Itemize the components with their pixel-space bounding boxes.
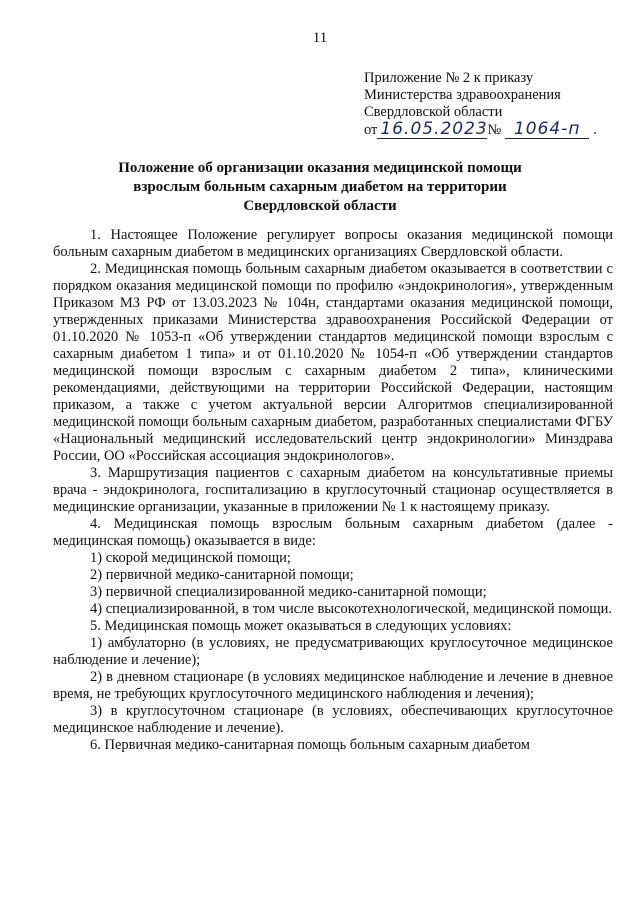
title-line-3: Свердловской области bbox=[243, 198, 397, 214]
appendix-header bbox=[364, 70, 597, 139]
handwritten-date: 16.05.2023 bbox=[377, 121, 487, 139]
handwritten-order-number: 1064-п bbox=[505, 121, 589, 139]
appendix-line-1: Приложение № 2 к приказу bbox=[364, 70, 534, 86]
title-line-1: Положение об организации оказания медицинской помощи bbox=[118, 160, 522, 176]
trailing-dot: . bbox=[593, 122, 597, 138]
paragraph-5: 5. Медицинская помощь может оказываться в следующих условиях: bbox=[90, 618, 512, 634]
list-item-care-type-2: 2) первичной медико-санитарной помощи; bbox=[90, 567, 354, 583]
paragraph-3: 3. Маршрутизация пациентов с сахарным диабетом на консультативные приемы врача - эндокринолога, госпитализацию в круглосуточный стационар осуществляется в медицинские организации, указанные в приложении № 1 к настоящему приказу. bbox=[53, 465, 613, 515]
paragraph-2: 2. Медицинская помощь больным сахарным диабетом оказывается в соответствии с порядком оказания медицинской помощи по профилю «эндокринология», утвержденным Приказом МЗ РФ от 13.03.2023 № 104н, стандартами оказания медицинской помощи, утвержденных приказами Министерства здравоохранения Российской Федерации от 01.10.2020 № 1053-п «Об утверждении стандартов медицинской помощи взрослым с сахарным диабетом 1 типа» и от 01.10.2020 № 1054-п «Об утверждении стандартов медицинской помощи взрослым с сахарным диабетом 2 типа», клиническими рекомендациями, действующими на территории Российской Федерации, настоящим приказом, а также с учетом актуальной версии Алгоритмов специализированной медицинской помощи больным сахарным диабетом, разработанных специалистами ФГБУ «Национальный медицинский исследовательский центр эндокринологии» Минздрава России, ОО «Российская ассоциация эндокринологов». bbox=[53, 261, 613, 464]
list-item-condition-1: 1) амбулаторно (в условиях, не предусматривающих круглосуточное медицинское наблюдение и лечение); bbox=[53, 635, 613, 668]
order-date-number-line bbox=[364, 121, 597, 139]
appendix-line-2: Министерства здравоохранения bbox=[364, 87, 561, 103]
list-item-care-type-4: 4) специализированной, в том числе высокотехнологической, медицинской помощи. bbox=[90, 601, 612, 617]
list-item-care-type-1: 1) скорой медицинской помощи; bbox=[90, 550, 291, 566]
list-item-condition-2: 2) в дневном стационаре (в условиях медицинское наблюдение и лечение в дневное время, не требующих круглосуточного медицинского наблюдения и лечения); bbox=[53, 669, 613, 702]
title-line-2: взрослым больным сахарным диабетом на территории bbox=[133, 179, 507, 195]
document-title bbox=[90, 159, 550, 216]
from-label: от bbox=[364, 122, 378, 138]
paragraph-1: 1. Настоящее Положение регулирует вопросы оказания медицинской помощи больным сахарным диабетом в медицинских организациях Свердловской области. bbox=[53, 227, 613, 260]
list-item-care-type-3: 3) первичной специализированной медико-санитарной помощи; bbox=[90, 584, 487, 600]
page-number: 11 bbox=[312, 30, 328, 46]
document-body bbox=[53, 227, 613, 754]
list-item-condition-3: 3) в круглосуточном стационаре (в условиях, обеспечивающих круглосуточное медицинское наблюдение и лечение). bbox=[53, 703, 613, 736]
paragraph-4: 4. Медицинская помощь взрослым больным сахарным диабетом (далее - медицинская помощь) оказывается в виде: bbox=[53, 516, 613, 549]
appendix-line-3: Свердловской области bbox=[364, 104, 503, 120]
number-label: № bbox=[487, 122, 502, 138]
paragraph-6: 6. Первичная медико-санитарная помощь больным сахарным диабетом bbox=[90, 737, 530, 753]
